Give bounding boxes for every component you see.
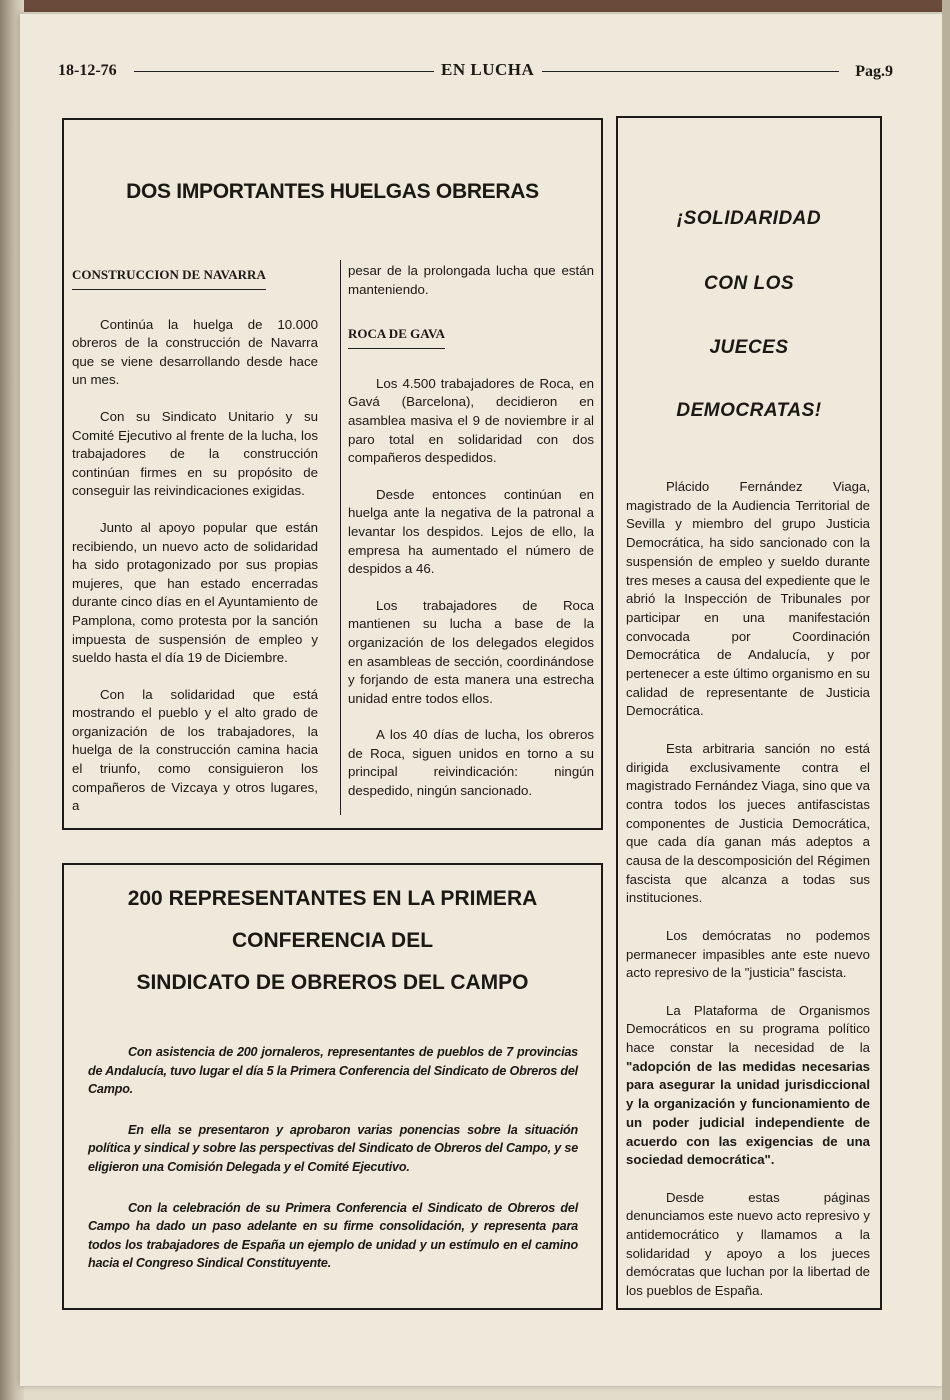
title-line-3: SINDICATO DE OBREROS DEL CAMPO xyxy=(136,971,529,994)
paragraph: Esta arbitraria sanción no está dirigida exclusivamente contra el magistrado Fernández Viaga, sino que va contra todos los jueces antifascistas componentes de Justicia Democrática, que cada día ganan más adeptos a causa de la descomposición del Régimen fascista que alcanza a todas sus instituciones. xyxy=(626,740,870,906)
paragraph-continuation: pesar de la prolongada lucha que están manteniendo. xyxy=(348,263,594,297)
paragraph: Con la solidaridad que está mostrando el pueblo y el alto grado de organización de los trabajadores, la huelga de la construcción camina hacia el triunfo, como consiguieron los compañeros de Vizcaya y otros lugares, a xyxy=(72,686,318,814)
paragraph: Junto al apoyo popular que están recibiendo, un nuevo acto de solidaridad ha sido protagonizado por sus propias mujeres, que han estado encerradas durante cinco días en el Ayuntamiento de Pamplona, como protesta por la sanción impuesta de suspensión de empleo y sueldo hasta el día 19 de Diciembre. xyxy=(72,519,318,666)
subhead-roca: ROCA DE GAVA xyxy=(348,325,445,349)
paragraph: Continúa la huelga de 10.000 obreros de la construcción de Navarra que se viene desarrollando desde hace un mes. xyxy=(72,316,318,388)
article-strikes xyxy=(62,118,603,830)
header-rule-left xyxy=(134,71,434,72)
article-conference xyxy=(62,863,603,1310)
issue-date: 18-12-76 xyxy=(58,62,117,79)
paragraph: En ella se presentaron y aprobaron varias ponencias sobre la situación política y sindical y sobre las perspectivas del Sindicato de Obreros del Campo, y se eligieron una Comisión Delegada y el Comité Ejecutivo. xyxy=(88,1122,578,1174)
paragraph: Plácido Fernández Viaga, magistrado de la Audiencia Territorial de Sevilla y miembro del grupo Justicia Democrática, ha sido sancionado con la suspensión de empleo y sueldo durante tres meses a causa del expediente que le abrió la Inspección de Tribunales por participar en una manifestación convocada por Coordinación Democrática de Andalucía, y por pertenecer a este último organismo en su calidad de representante de Justicia Democrática. xyxy=(626,479,870,719)
column-right xyxy=(348,262,594,819)
page-edge xyxy=(942,0,950,1400)
title-line-2: CON LOS xyxy=(703,273,795,294)
header-rule-right xyxy=(542,71,839,72)
paragraph-text: La Plataforma de Organismos Democráticos en su programa político hace constar la necesidad de la xyxy=(626,1002,870,1056)
paragraph: Los trabajadores de Roca mantienen su lucha a base de la organización de los delegados elegidos en asambleas de sección, coordinándose y forjando de esta manera una estrecha unidad entre todos ellos. xyxy=(348,597,594,706)
publication-name: EN LUCHA xyxy=(441,60,535,79)
book-top-edge xyxy=(0,0,950,12)
paragraph: Desde estas páginas denunciamos este nuevo acto represivo y antidemocrático y llamamos a la solidaridad y apoyo a los jueces demócratas que luchan por la libertad de los pueblos de España. xyxy=(626,1189,870,1299)
title-line-1: 200 REPRESENTANTES EN LA PRIMERA xyxy=(127,887,538,910)
title-line-3: JUECES xyxy=(709,337,789,358)
quoted-program-text: "adopción de las medidas necesarias para asegurar la unidad jurisdiccional y la organización y funcionamiento de un poder judicial independiente de acuerdo con las exigencias de una sociedad democrática". xyxy=(626,1058,870,1168)
article-title: DOS IMPORTANTES HUELGAS OBRERAS xyxy=(126,180,539,203)
paragraph: Con la celebración de su Primera Conferencia el Sindicato de Obreros del Campo ha dado un paso adelante en su firme consolidación, y representa para todos los trabajadores de España un ejemplo de unidad y un estímulo en el camino hacia el Congreso Sindical Constituyente. xyxy=(88,1200,578,1271)
paragraph xyxy=(626,1002,870,1170)
article-body xyxy=(88,1043,578,1295)
paragraph: Desde entonces continúan en huelga ante la negativa de la patronal a levantar los despidos. Lejos de ello, la empresa ha aumentado el número de despidos a 46. xyxy=(348,486,594,577)
paragraph: A los 40 días de lucha, los obreros de Roca, siguen unidos en torno a su principal reivindicación: ningún despedido, ningún sancionado. xyxy=(348,727,594,799)
column-divider xyxy=(340,260,341,815)
title-line-1: ¡SOLIDARIDAD xyxy=(676,208,822,229)
paragraph: Los 4.500 trabajadores de Roca, en Gavá (Barcelona), decidieron en asamblea masiva el 9 de noviembre ir al paro total en solidaridad con dos compañeros despedidos. xyxy=(348,375,594,466)
subhead-navarra: CONSTRUCCION DE NAVARRA xyxy=(72,266,266,290)
article-body xyxy=(626,478,870,1320)
article-judges xyxy=(616,116,882,1310)
paragraph: Con asistencia de 200 jornaleros, representantes de pueblos de 7 provincias de Andalucía, tuvo lugar el día 5 la Primera Conferencia del Sindicato de Obreros del Campo. xyxy=(88,1045,578,1097)
paragraph: Los demócratas no podemos permanecer impasibles ante este nuevo acto represivo de la "justicia" fascista. xyxy=(626,927,870,981)
paragraph: Con su Sindicato Unitario y su Comité Ejecutivo al frente de la lucha, los trabajadores de la construcción continúan firmes en su propósito de conseguir las reivindicaciones exigidas. xyxy=(72,408,318,499)
title-line-4: DEMOCRATAS! xyxy=(676,400,822,421)
title-line-2: CONFERENCIA DEL xyxy=(231,929,434,952)
column-left xyxy=(72,266,318,834)
page-number: Pag.9 xyxy=(855,63,893,80)
page-header xyxy=(58,60,893,84)
